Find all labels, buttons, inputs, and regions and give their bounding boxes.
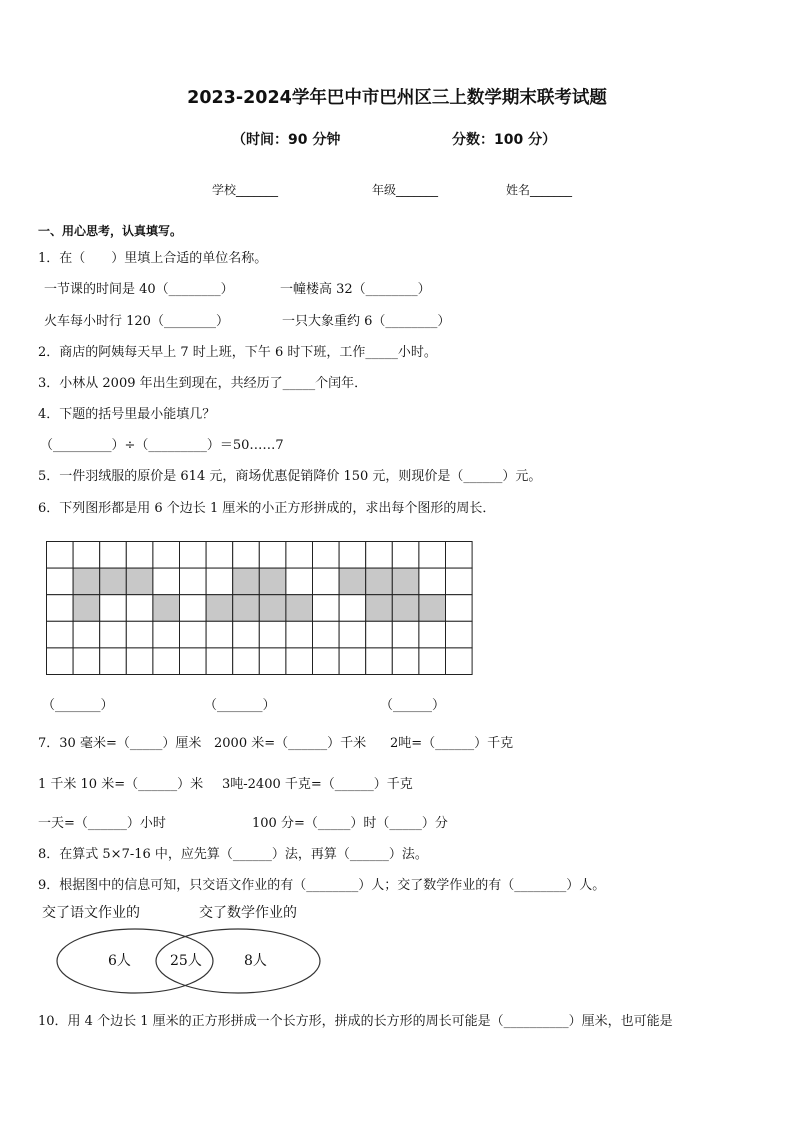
score-label: 分数：100 分） bbox=[452, 132, 557, 148]
grid-cell bbox=[206, 648, 233, 675]
grid-cell bbox=[446, 595, 473, 622]
grid-cell bbox=[206, 621, 233, 648]
grid-cell bbox=[446, 621, 473, 648]
grid-cell bbox=[392, 648, 419, 675]
q5: 5．一件羽绒服的原价是 614 元，商场优惠促销降价 150 元，则现价是（______）元。 bbox=[38, 469, 542, 484]
grid-cell bbox=[180, 648, 207, 675]
grid-cell bbox=[233, 542, 260, 569]
grid-cell bbox=[339, 621, 366, 648]
grid-cell bbox=[73, 648, 100, 675]
venn-label-math: 交了数学作业的 bbox=[199, 905, 297, 921]
grid-cell-shaded bbox=[233, 595, 260, 622]
q4-expr: （_________）÷（_________）＝50……7 bbox=[40, 438, 284, 453]
grid-cell-shaded bbox=[73, 595, 100, 622]
grid-cell bbox=[126, 648, 153, 675]
grid-cell-shaded bbox=[153, 595, 180, 622]
q7-f: 一天=（______）小时 bbox=[38, 816, 166, 831]
q2: 2．商店的阿姨每天早上 7 时上班，下午 6 时下班，工作_____小时。 bbox=[38, 345, 437, 360]
grid-cell bbox=[100, 542, 127, 569]
grid-cell bbox=[313, 595, 340, 622]
grid-cell-shaded bbox=[100, 568, 127, 595]
grid-cell bbox=[313, 621, 340, 648]
page-title: 2023-2024学年巴中市巴州区三上数学期末联考试题 bbox=[187, 88, 607, 108]
grid-cell-shaded bbox=[73, 568, 100, 595]
q7-a: 7．30 毫米=（_____）厘米 bbox=[38, 736, 202, 751]
q1-b: 一幢楼高 32（________） bbox=[280, 282, 431, 297]
q6-answer-1: （_______） bbox=[42, 698, 114, 713]
q6-answer-3: （______） bbox=[380, 698, 446, 713]
grid-cell bbox=[286, 542, 313, 569]
section-heading: 一、用心思考，认真填写。 bbox=[38, 224, 183, 238]
grid-cell bbox=[73, 621, 100, 648]
grid-cell bbox=[366, 621, 393, 648]
venn-label-chinese: 交了语文作业的 bbox=[42, 905, 140, 921]
grid-cell bbox=[153, 542, 180, 569]
q1-d: 一只大象重约 6（________） bbox=[282, 314, 451, 329]
time-label: （时间：90 分钟 bbox=[232, 132, 341, 148]
grid-cell-shaded bbox=[392, 568, 419, 595]
grid-cell bbox=[153, 621, 180, 648]
q7-c: 2吨=（______）千克 bbox=[390, 736, 514, 751]
grade-field: 年级_______ bbox=[372, 183, 439, 197]
q8: 8．在算式 5×7-16 中，应先算（______）法，再算（______）法。 bbox=[38, 847, 428, 862]
name-field: 姓名_______ bbox=[506, 183, 573, 197]
venn-left-only: 6人 bbox=[108, 953, 131, 969]
grid-cell bbox=[126, 542, 153, 569]
q1-c: 火车每小时行 120（________） bbox=[44, 314, 229, 329]
grid-cell-shaded bbox=[126, 568, 153, 595]
grid-cell-shaded bbox=[419, 595, 446, 622]
grid-cell bbox=[47, 595, 74, 622]
grid-cell-shaded bbox=[206, 595, 233, 622]
grid-cell bbox=[259, 542, 286, 569]
grid-cell bbox=[73, 542, 100, 569]
grid-cell bbox=[180, 595, 207, 622]
grid-cell bbox=[180, 568, 207, 595]
grid-cell-shaded bbox=[259, 595, 286, 622]
grid-cell bbox=[446, 568, 473, 595]
q6-stem: 6．下列图形都是用 6 个边长 1 厘米的小正方形拼成的，求出每个图形的周长． bbox=[38, 501, 496, 516]
grid-cell bbox=[286, 568, 313, 595]
grid-cell bbox=[366, 648, 393, 675]
q6-answer-2: （_______） bbox=[204, 698, 276, 713]
q7-g: 100 分=（_____）时（_____）分 bbox=[252, 816, 448, 831]
grid-cell bbox=[259, 648, 286, 675]
grid-cell bbox=[180, 621, 207, 648]
grid-cell bbox=[339, 542, 366, 569]
grid-cell bbox=[419, 542, 446, 569]
grid-cell-shaded bbox=[339, 568, 366, 595]
grid-cell-shaded bbox=[366, 568, 393, 595]
square-grid-figure bbox=[46, 541, 474, 677]
grid-cell bbox=[126, 595, 153, 622]
grid-cell bbox=[286, 648, 313, 675]
grid-cell bbox=[47, 648, 74, 675]
grid-cell bbox=[419, 621, 446, 648]
q7-d: 1 千米 10 米=（______）米 bbox=[38, 777, 204, 792]
venn-right-only: 8人 bbox=[244, 953, 267, 969]
school-field: 学校_______ bbox=[212, 183, 279, 197]
q1-stem: 1．在（ ）里填上合适的单位名称。 bbox=[38, 251, 268, 266]
grid-cell bbox=[392, 621, 419, 648]
grid-cell bbox=[446, 542, 473, 569]
grid-cell bbox=[153, 568, 180, 595]
grid-cell bbox=[313, 542, 340, 569]
grid-cell bbox=[313, 568, 340, 595]
grid-cell bbox=[100, 621, 127, 648]
q7-e: 3吨-2400 千克=（______）千克 bbox=[222, 777, 413, 792]
q7-b: 2000 米=（______）千米 bbox=[214, 736, 367, 751]
grid-cell bbox=[126, 621, 153, 648]
grid-cell bbox=[313, 648, 340, 675]
grid-cell bbox=[233, 621, 260, 648]
grid-cell bbox=[206, 542, 233, 569]
grid-cell bbox=[153, 648, 180, 675]
grid-cell-shaded bbox=[366, 595, 393, 622]
venn-both: 25人 bbox=[170, 953, 202, 969]
q3: 3．小林从 2009 年出生到现在，共经历了_____个闰年． bbox=[38, 376, 368, 391]
grid-cell bbox=[206, 568, 233, 595]
grid-cell bbox=[47, 621, 74, 648]
grid-cell bbox=[259, 621, 286, 648]
grid-cell bbox=[286, 621, 313, 648]
grid-cell bbox=[100, 595, 127, 622]
grid-cell bbox=[233, 648, 260, 675]
q4-stem: 4．下题的括号里最小能填几？ bbox=[38, 407, 216, 422]
grid-cell bbox=[180, 542, 207, 569]
q9-stem: 9．根据图中的信息可知，只交语文作业的有（________）人；交了数学作业的有（________）人。 bbox=[38, 878, 606, 893]
grid-cell bbox=[339, 648, 366, 675]
grid-cell bbox=[100, 648, 127, 675]
grid-cell bbox=[392, 542, 419, 569]
grid-cell bbox=[366, 542, 393, 569]
grid-cell bbox=[419, 648, 446, 675]
q10: 10．用 4 个边长 1 厘米的正方形拼成一个长方形，拼成的长方形的周长可能是（__________）厘米，也可能是 bbox=[38, 1014, 673, 1029]
q1-a: 一节课的时间是 40（________） bbox=[44, 282, 234, 297]
grid-cell bbox=[47, 542, 74, 569]
grid-cell bbox=[419, 568, 446, 595]
grid-cell-shaded bbox=[392, 595, 419, 622]
grid-cell-shaded bbox=[259, 568, 286, 595]
grid-cell bbox=[47, 568, 74, 595]
grid-cell bbox=[446, 648, 473, 675]
grid-cell-shaded bbox=[233, 568, 260, 595]
grid-cell bbox=[339, 595, 366, 622]
grid-cell-shaded bbox=[286, 595, 313, 622]
